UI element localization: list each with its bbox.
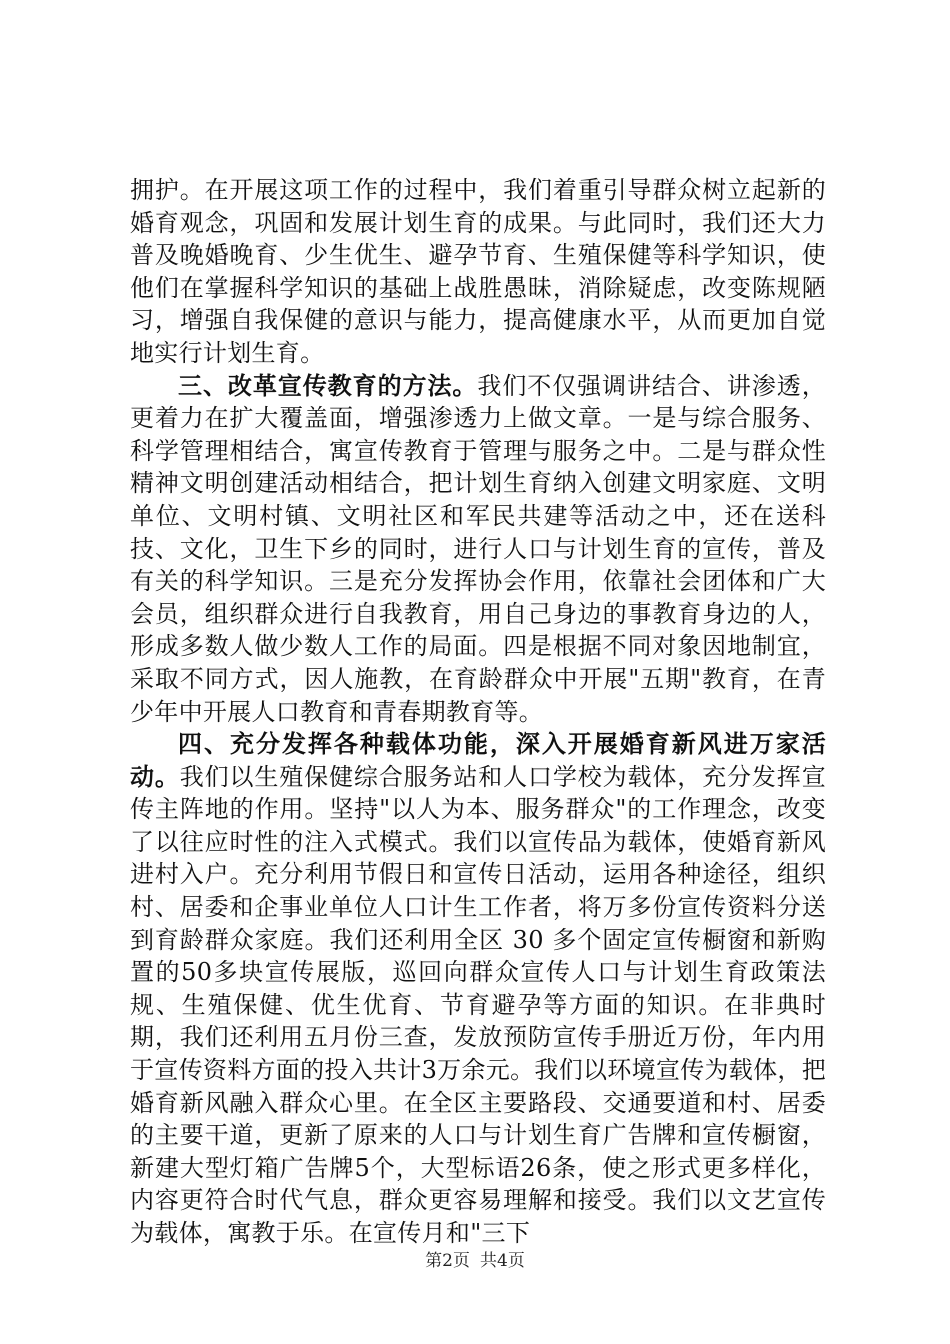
page-total: 共4页 xyxy=(480,1251,525,1271)
page-footer xyxy=(0,1246,950,1271)
section-heading: 三、改革宣传教育的方法。 xyxy=(178,370,478,400)
document-body xyxy=(130,174,826,1250)
paragraph-text: 我们不仅强调讲结合、讲渗透，更着力在扩大覆盖面，增强渗透力上做文章。一是与综合服务、科学管理相结合，寓宣传教育于管理与服务之中。二是与群众性精神文明创建活动相结合，把计划生育纳入创建文明家庭、文明单位、文明村镇、文明社区和军民共建等活动之中，还在送科技、文化，卫生下乡的同时，进行人口与计划生育的宣传，普及有关的科学知识。三是充分发挥协会作用，依靠社会团体和广大会员，组织群众进行自我教育，用自己身边的事教育身边的人，形成多数人做少数人工作的局面。四是根据不同对象因地制宜，采取不同方式，因人施教，在育龄群众中开展"五期"教育，在青少年中开展人口教育和青春期教育等。 xyxy=(130,371,826,726)
paragraph-section-three xyxy=(130,370,826,729)
paragraph-text: 拥护。在开展这项工作的过程中，我们着重引导群众树立起新的婚育观念，巩固和发展计划生育的成果。与此同时，我们还大力普及晚婚晚育、少生优生、避孕节育、生殖保健等科学知识，使他们在掌握科学知识的基础上战胜愚昧，消除疑虑，改变陈规陋习，增强自我保健的意识与能力，提高健康水平，从而更加自觉地实行计划生育。 xyxy=(130,176,826,367)
section-heading: 四、充分发挥各种载体功能，深入开展婚育新风进万家活动。 xyxy=(130,729,826,791)
paragraph-text: 我们以生殖保健综合服务站和人口学校为载体，充分发挥宣传主阵地的作用。坚持"以人为本、服务群众"的工作理念，改变了以往应时性的注入式模式。我们以宣传品为载体，使婚育新风进村入户。充分利用节假日和宣传日活动，运用各种途径，组织村、居委和企事业单位人口计生工作者，将万多份宣传资料分送到育龄群众家庭。我们还利用全区 30 多个固定宣传橱窗和新购置的50多块宣传展版，巡回向群众宣传人口与计划生育政策法规、生殖保健、优生优育、节育避孕等方面的知识。在非典时期，我们还利用五月份三查，发放预防宣传手册近万份，年内用于宣传资料方面的投入共计3万余元。我们以环境宣传为载体，把婚育新风融入群众心里。在全区主要路段、交通要道和村、居委的主要干道，更新了原来的人口与计划生育广告牌和宣传橱窗，新建大型灯箱广告牌5个，大型标语26条，使之形式更多样化，内容更符合时代气息，群众更容易理解和接受。我们以文艺宣传为载体，寓教于乐。在宣传月和"三下 xyxy=(130,762,826,1247)
paragraph-continuation xyxy=(130,174,826,370)
page-number: 第2页 xyxy=(425,1251,470,1271)
paragraph-section-four xyxy=(130,728,826,1250)
